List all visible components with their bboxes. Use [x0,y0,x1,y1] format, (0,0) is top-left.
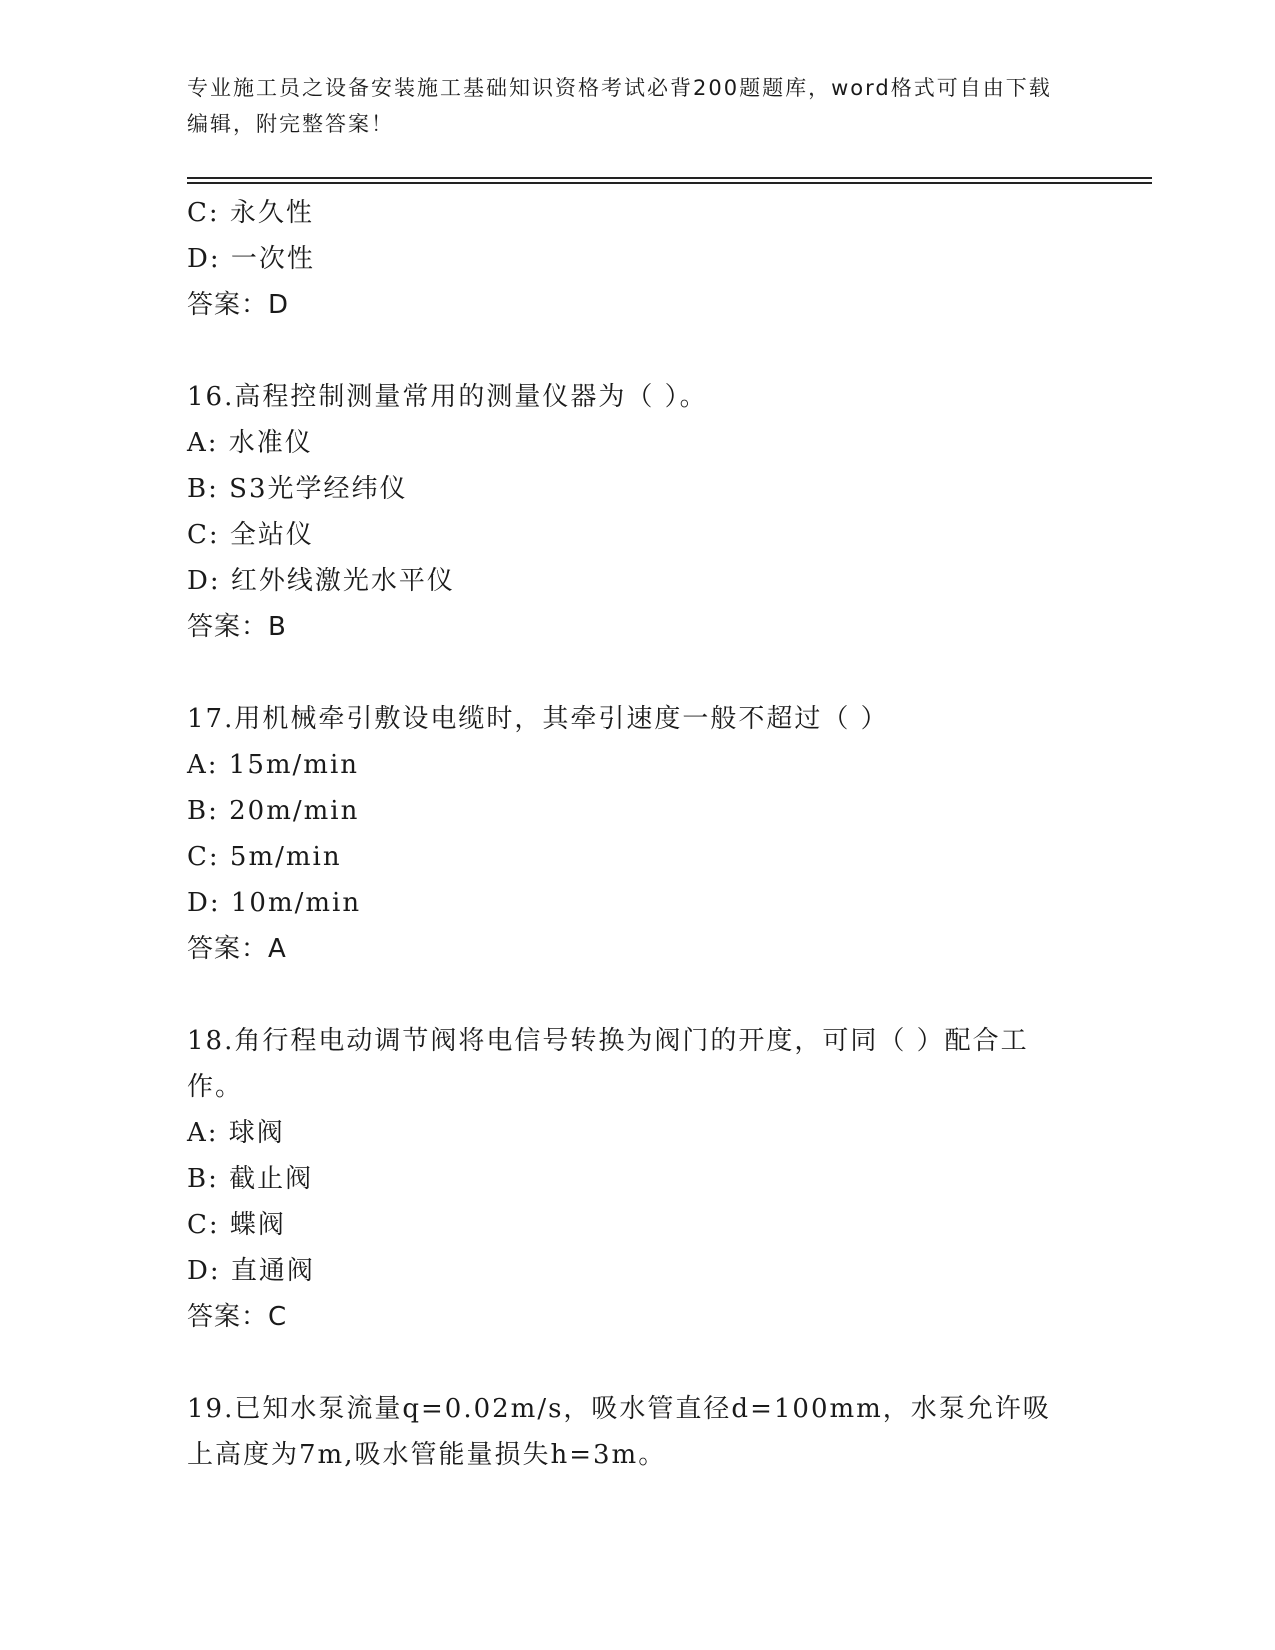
question-text: 17.用机械牵引敷设电缆时，其牵引速度一般不超过（ ） [187,704,889,734]
option-c: C: 永久性 [187,198,314,228]
header-divider-bottom [187,182,1152,184]
option-b: B: 截止阀 [187,1164,314,1194]
option-a: A: 球阀 [187,1118,285,1148]
spacer [187,972,1087,1018]
question-19 [187,1386,1087,1478]
header-divider-top [187,177,1152,179]
question-15-fragment [187,190,1087,328]
document-header: 专业施工员之设备安装施工基础知识资格考试必背200题题库，word格式可自由下载编辑，附完整答案！ [187,76,1052,136]
question-text: 16.高程控制测量常用的测量仪器为（ ）。 [187,382,708,412]
option-c: C: 全站仪 [187,520,314,550]
option-b: B: 20m/min [187,796,360,826]
option-a: A: 水准仪 [187,428,313,458]
question-16 [187,374,1087,650]
option-d: D: 直通阀 [187,1256,315,1286]
answer-line: 答案：D [187,290,290,320]
option-d: D: 一次性 [187,244,315,274]
question-text: 18.角行程电动调节阀将电信号转换为阀门的开度，可同（ ）配合工作。 [187,1026,1029,1102]
option-d: D: 红外线激光水平仪 [187,566,455,596]
spacer [187,1340,1087,1386]
option-a: A: 15m/min [187,750,360,780]
question-18 [187,1018,1087,1340]
spacer [187,328,1087,374]
option-b: B: S3光学经纬仪 [187,474,408,504]
question-text: 19.已知水泵流量q=0.02m/s，吸水管直径d=100mm，水泵允许吸上高度为7m,吸水管能量损失h=3m。 [187,1394,1051,1470]
question-17 [187,696,1087,972]
option-d: D: 10m/min [187,888,362,918]
answer-line: 答案：B [187,612,287,642]
spacer [187,650,1087,696]
answer-line: 答案：C [187,1302,288,1332]
option-c: C: 蝶阀 [187,1210,286,1240]
option-c: C: 5m/min [187,842,342,872]
answer-line: 答案：A [187,934,287,964]
question-content [187,190,1087,1478]
